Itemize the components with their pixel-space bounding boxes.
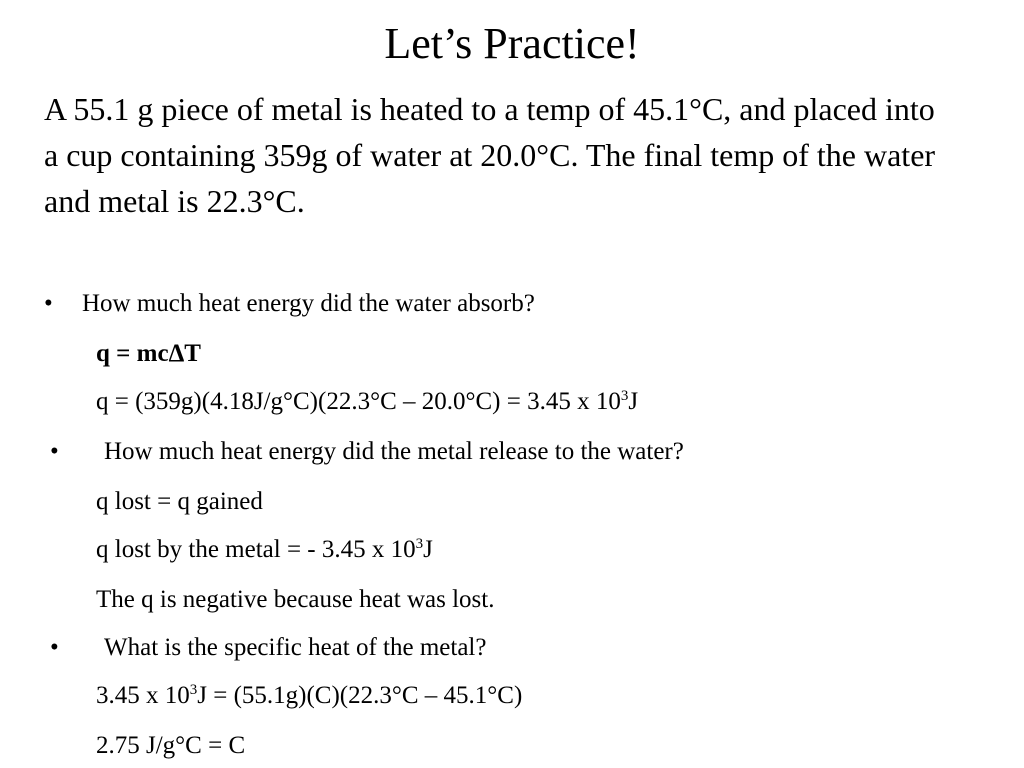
q3-line-2: 2.75 J/g°C = C xyxy=(96,732,246,759)
question-1-text: How much heat energy did the water absorb? xyxy=(82,290,535,317)
q3-line-1-main: 3.45 x 10 xyxy=(96,682,190,709)
q3-line-1-exponent: 3 xyxy=(189,682,198,698)
q2-line-2-main: q lost by the metal = - 3.45 x 10 xyxy=(96,536,416,563)
q1-calculation xyxy=(96,386,638,418)
problem-statement: A 55.1 g piece of metal is heated to a temp of 45.1°C, and placed into a cup containing 359g of water at 20.0°C. The final temp of the water and metal is 22.3°C. xyxy=(44,91,936,219)
q1-calc-exponent: 3 xyxy=(620,388,629,404)
q2-line-2-unit: J xyxy=(423,536,433,563)
q1-calc-unit: J xyxy=(628,388,639,415)
question-2-text: How much heat energy did the metal release to the water? xyxy=(104,438,684,465)
q2-line-1: q lost = q gained xyxy=(96,488,263,515)
bullet-marker: • xyxy=(44,290,53,317)
question-1 xyxy=(44,288,535,320)
q2-line-3: The q is negative because heat was lost. xyxy=(96,586,495,613)
q3-line-1 xyxy=(96,680,522,712)
question-3-text: What is the specific heat of the metal? xyxy=(104,634,487,661)
slide-title: Let’s Practice! xyxy=(384,19,640,68)
question-2 xyxy=(50,436,684,468)
question-3 xyxy=(50,632,486,664)
bullet-marker: • xyxy=(50,634,59,661)
q2-line-2 xyxy=(96,534,433,566)
bullet-marker: • xyxy=(50,438,59,465)
q1-calc-main: q = (359g)(4.18J/g°C)(22.3°C – 20.0°C) = 3.45 x 10 xyxy=(96,388,621,415)
q2-line-2-exponent: 3 xyxy=(415,536,424,552)
q3-line-1-rest: J = (55.1g)(C)(22.3°C – 45.1°C) xyxy=(197,682,523,709)
q1-formula: q = mcΔT xyxy=(96,340,201,367)
